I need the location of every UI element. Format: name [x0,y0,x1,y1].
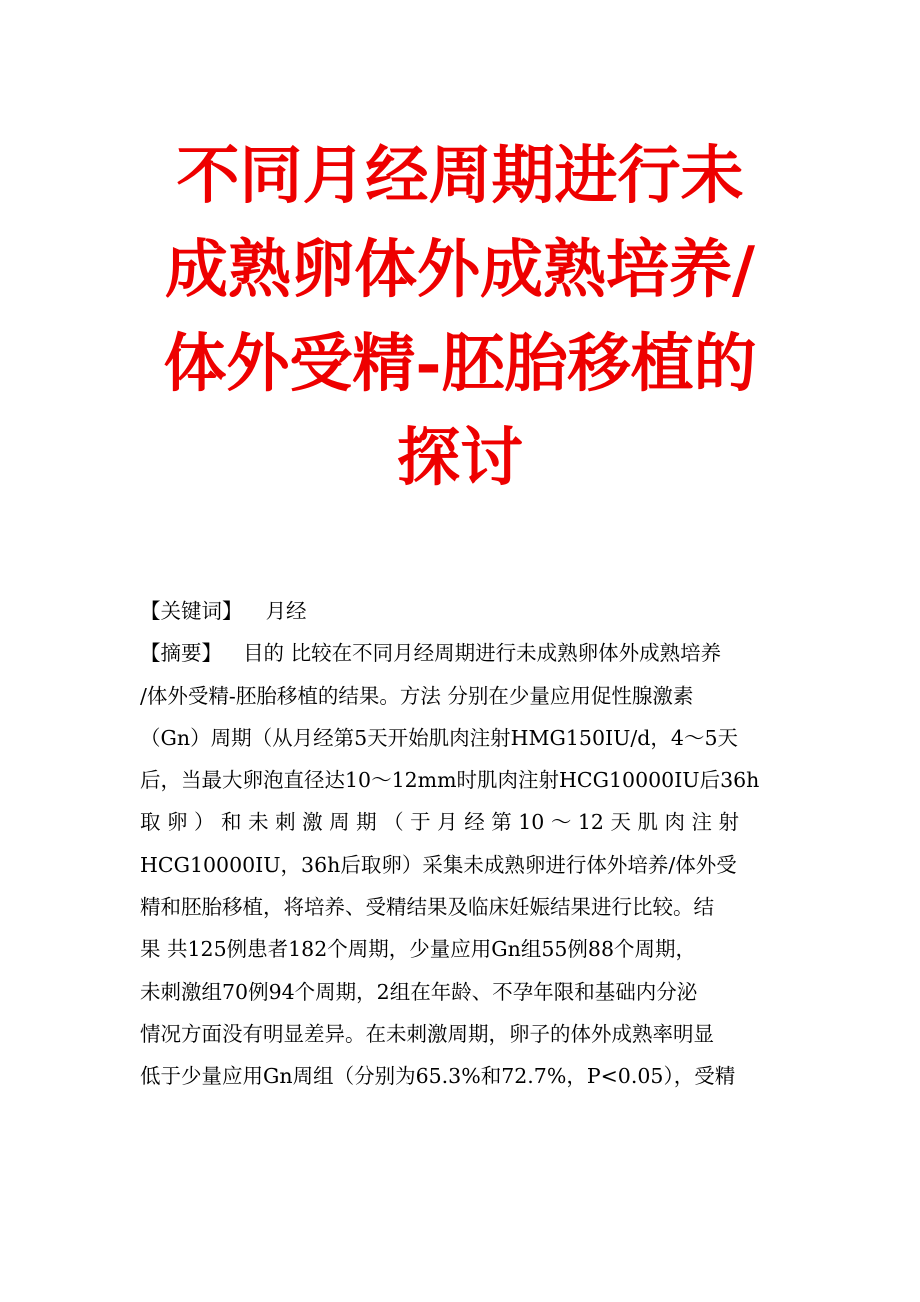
title-line: 不同月经周期进行未 [176,138,744,212]
abstract-text-line: HCG10000IU，36h后取卵）采集未成熟卵进行体外培养/体外受 [140,852,737,877]
keywords-line [140,590,780,632]
document-body [140,590,780,1098]
document-title [100,128,820,504]
abstract-text-line: 情况方面没有明显差异。在未刺激周期，卵子的体外成熟率明显 [140,1021,714,1046]
abstract-text-line: 果 共125例患者182个周期，少量应用Gn组55例88个周期， [140,937,697,962]
abstract-text-line: 精和胚胎移植，将培养、受精结果及临床妊娠结果进行比较。结 [140,895,714,920]
abstract-text-line: 未刺激组70例94个周期，2组在年龄、不孕年限和基础内分泌 [140,979,698,1004]
title-line: 成熟卵体外成熟培养/ [164,232,755,306]
keywords-label: 【关键词】 [140,599,243,623]
title-line: 探讨 [397,420,523,494]
abstract-text: 目的 比较在不同月经周期进行未成熟卵体外成熟培养 [243,641,722,666]
abstract-text-line: 后，当最大卵泡直径达10～12mm时肌肉注射HCG10000IU后36h [140,768,760,793]
abstract-text-line: 低于少量应用Gn周组（分别为65.3%和72.7%，P<0.05），受精 [140,1064,736,1089]
abstract-text-line: /体外受精-胚胎移植的结果。方法 分别在少量应用促性腺激素 [140,683,694,708]
keywords-value: 月经 [265,599,307,623]
abstract-text-line: （Gn）周期（从月经第5天开始肌肉注射HMG150IU/d，4～5天 [140,725,738,750]
abstract-line [140,632,780,674]
title-line: 体外受精-胚胎移植的 [163,326,757,400]
abstract-text-line: 取 卵 ） 和 未 刺 激 周 期 （ 于 月 经 第 10 ～ 12 天 肌 肉 注 射 [140,810,740,835]
abstract-label: 【摘要】 [140,641,222,666]
